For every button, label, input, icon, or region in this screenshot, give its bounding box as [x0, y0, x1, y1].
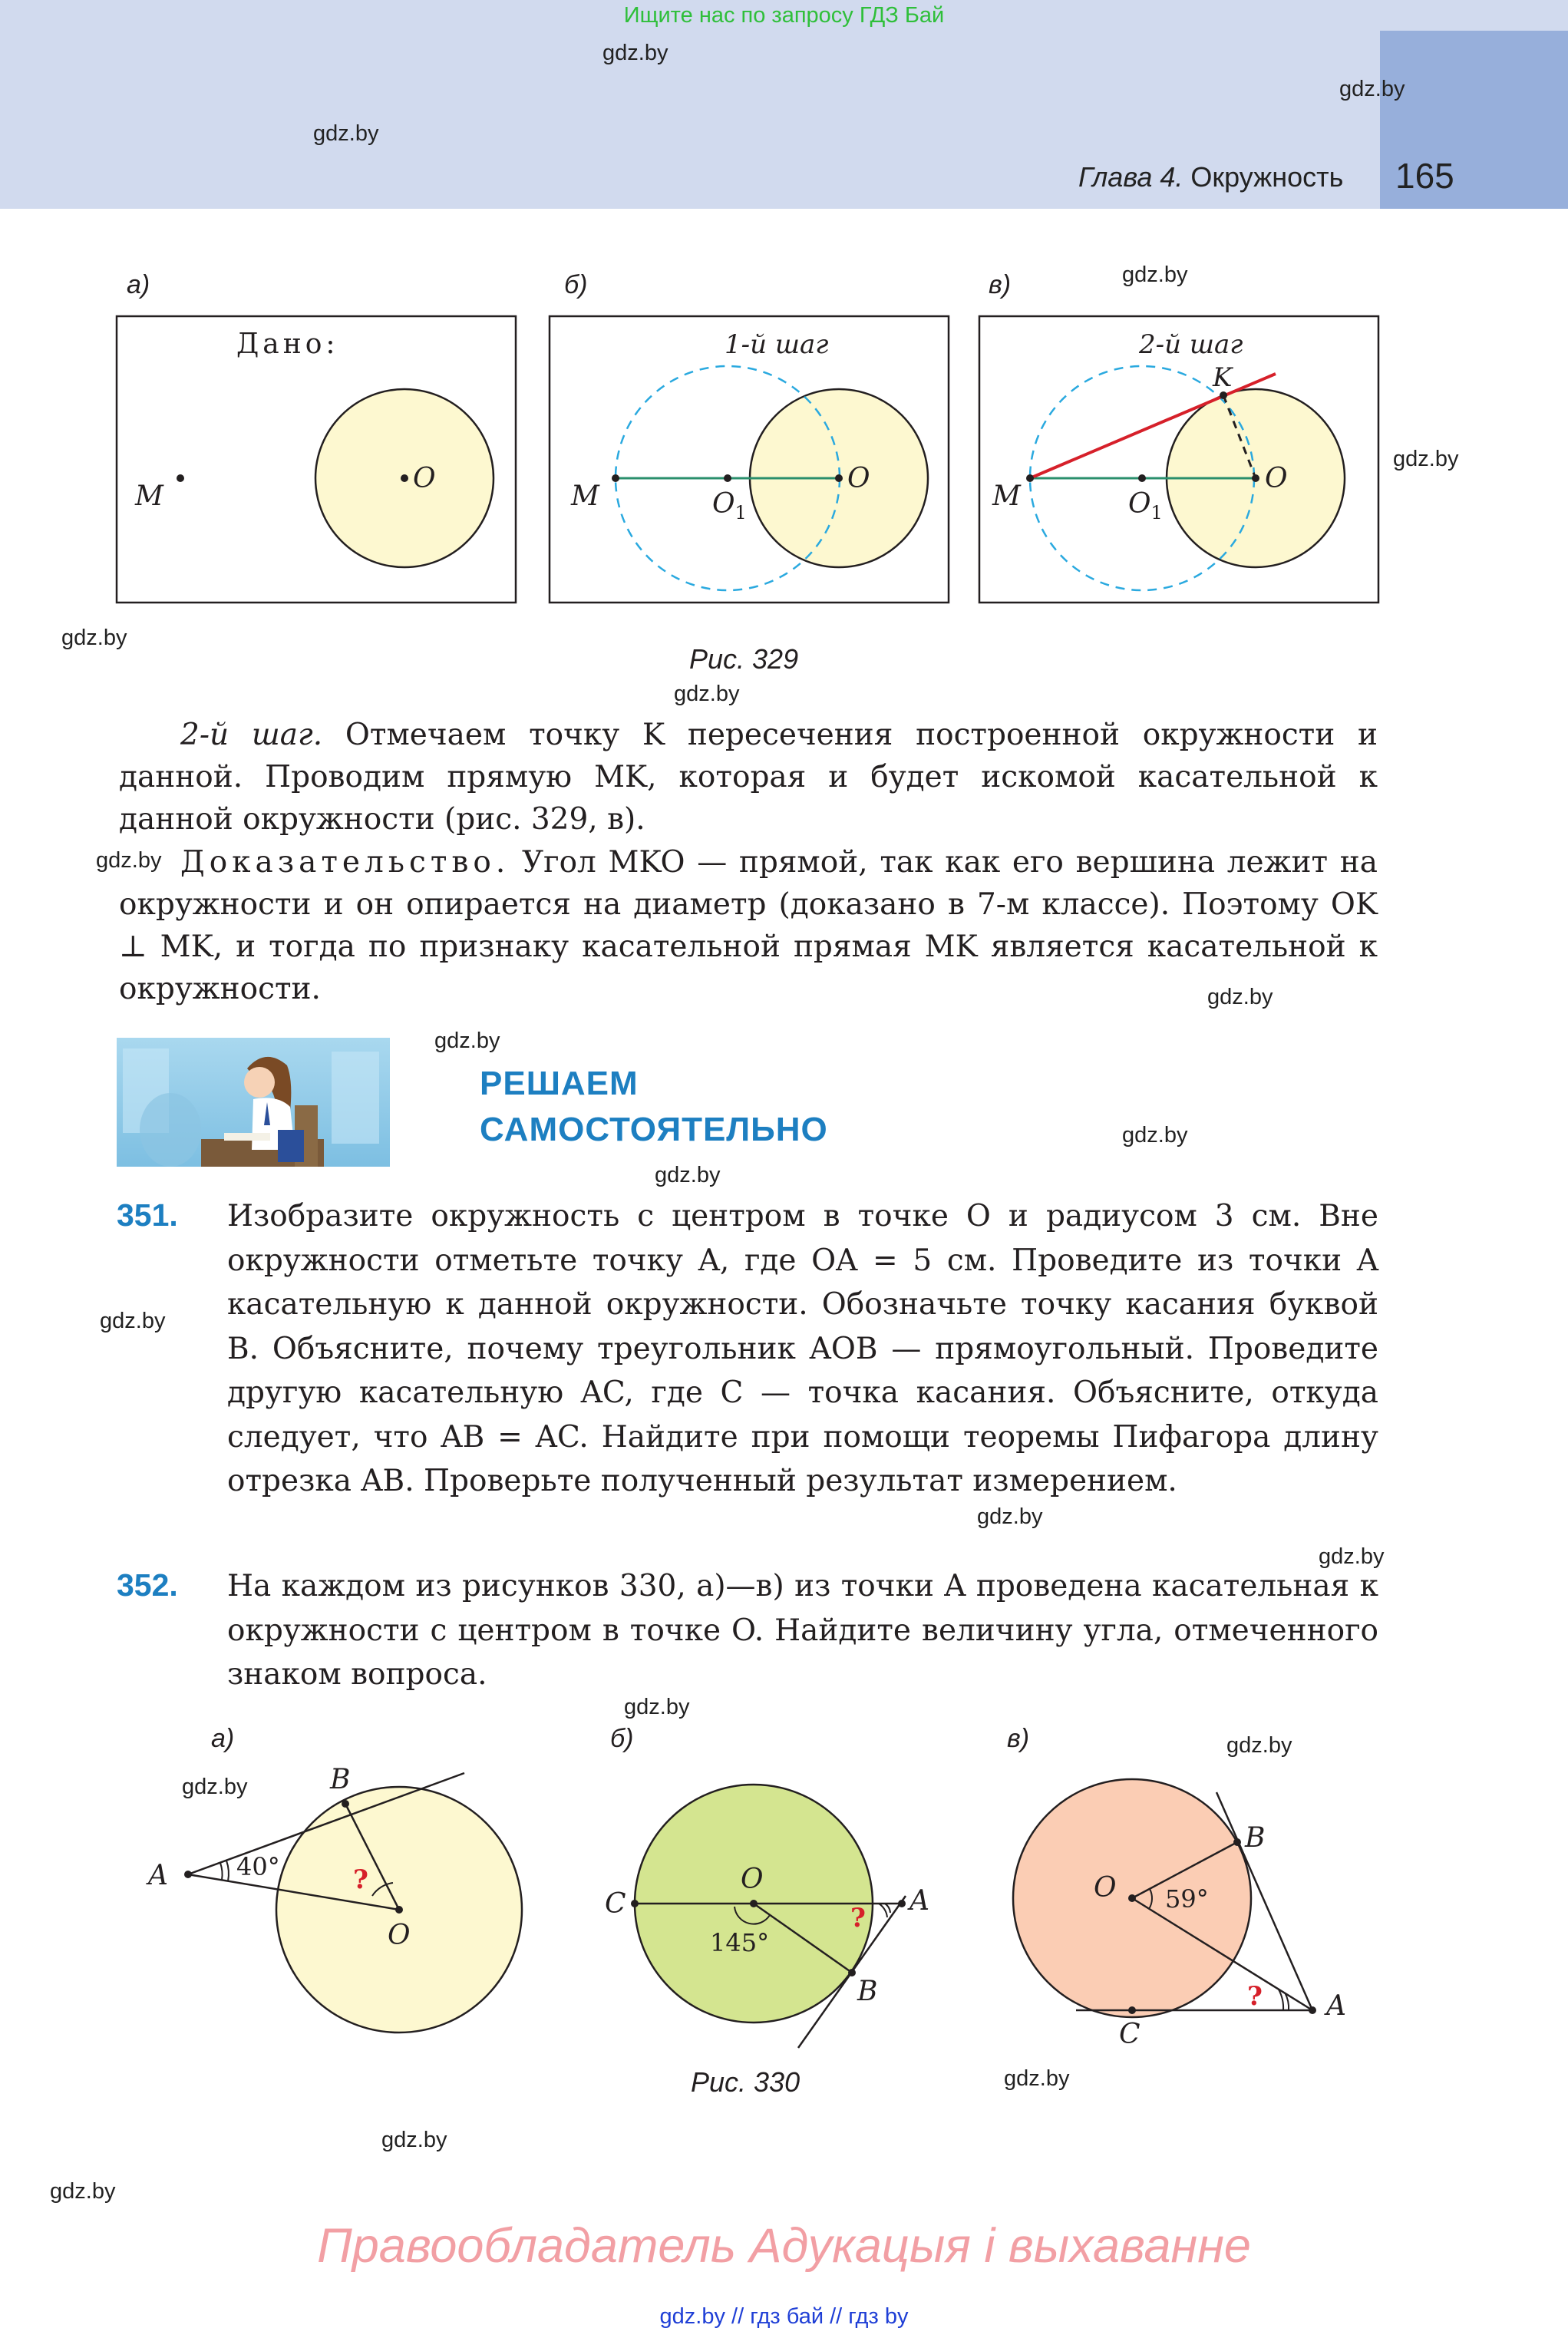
watermark: gdz.by	[624, 1695, 690, 1719]
watermark: gdz.by	[381, 2128, 447, 2152]
fig329b-title	[725, 329, 829, 360]
chapter-number: Глава 4.	[1078, 161, 1183, 193]
fig330c-point-c	[1128, 2006, 1136, 2014]
fig330b-a-label: A	[909, 1885, 929, 1917]
fig330a-question: ?	[353, 1864, 368, 1895]
fig330c-label: в)	[1007, 1724, 1030, 1753]
fig329c-title-text: 2-й шаг	[1139, 329, 1243, 360]
solve-yourself-heading	[480, 1061, 828, 1153]
fig330a-a-label: A	[148, 1860, 168, 1891]
fig330b-point-o	[750, 1900, 758, 1907]
watermark: gdz.by	[1122, 263, 1188, 287]
watermark: gdz.by	[434, 1029, 500, 1053]
task-351-text: Изобразите окружность с центром в точке O и радиусом 3 см. Вне окружности отметьте точку A, где OA = 5 см. Проведите из точки A касательную к данной окружности. Обозначьте точку касания буквой B. Объясните, почему треугольник AOB — прямоугольный. Проведите другую касательную AC, где C — точка касания. Объясните, откуда следует, что AB = AC. Найдите при помощи теоремы Пифагора длину отрезка AB. Проверьте полученный результат измерением.	[227, 1199, 1378, 1498]
fig330a-angle-label: 40°	[236, 1852, 280, 1881]
fig330c-c-label: C	[1119, 2019, 1141, 2050]
fig330c-point-b	[1233, 1838, 1241, 1846]
figure-329	[0, 0, 1568, 668]
fig329b-o1-sub: 1	[734, 502, 747, 523]
fig330c-o-label: O	[1094, 1872, 1117, 1904]
watermark: gdz.by	[182, 1775, 248, 1799]
page-number: 165	[1395, 156, 1454, 196]
fig329c-k-label: K	[1213, 362, 1233, 393]
watermark: gdz.by	[655, 1163, 721, 1187]
fig330c-point-o	[1128, 1894, 1136, 1902]
fig330a-point-b	[342, 1800, 349, 1808]
fig330b-point-b	[848, 1969, 856, 1976]
fig329b-o-label: O	[847, 463, 870, 494]
fig329a-o-label: O	[413, 463, 436, 494]
proof-text: Угол MKO — прямой, так как его вершина лежит на окружности и он опирается на диаметр (доказано в 7-м классе). Поэтому OK ⊥ MK, и тогда по признаку касательной прямая MK является касательной к окружности.	[119, 845, 1378, 1006]
fig329b-o1-text: O	[712, 488, 735, 520]
top-search-note[interactable]: Ищите нас по запросу ГДЗ Бай	[623, 3, 945, 28]
fig330b-point-a	[898, 1900, 906, 1907]
step2-text: Отмечаем точку K пересечения построенной окружности и данной. Проводим прямую MK, которая и будет искомой касательной к данной окружности (рис. 329, в).	[119, 718, 1378, 837]
fig330a-label: а)	[211, 1724, 235, 1753]
watermark: gdz.by	[1004, 2066, 1070, 2091]
footer-links[interactable]: gdz.by // гдз бай // гдз by	[659, 2304, 909, 2329]
watermark: gdz.by	[1122, 1123, 1188, 1148]
fig329c-title	[1138, 329, 1243, 360]
fig330b-o-label: O	[741, 1864, 764, 1895]
fig330c-point-a	[1309, 2006, 1316, 2014]
rights-holder: Правообладатель Адукацыя і выхаванне	[317, 2219, 1251, 2273]
watermark: gdz.by	[977, 1504, 1043, 1529]
fig329b-point-o1	[724, 474, 731, 482]
figure-330	[0, 1742, 1568, 2072]
fig330b-question: ?	[850, 1903, 866, 1933]
fig330c-a-label: A	[1326, 1990, 1346, 2022]
fig329c-point-o	[1252, 474, 1259, 482]
fig330a-b-label: B	[330, 1764, 351, 1795]
watermark: gdz.by	[1226, 1733, 1292, 1758]
watermark: gdz.by	[674, 682, 740, 706]
book	[224, 1133, 270, 1141]
fig329c-o1-sub: 1	[1150, 502, 1163, 523]
fig330b-b-label: B	[857, 1976, 878, 2007]
proof-paragraph	[119, 841, 1378, 1010]
fig330-caption: Рис. 330	[691, 2066, 801, 2098]
student-face	[244, 1067, 275, 1098]
fig329c-point-o1	[1138, 474, 1146, 482]
watermark: gdz.by	[96, 848, 162, 873]
step2-label: 2-й шаг.	[180, 718, 323, 752]
fig329-caption: Рис. 329	[689, 643, 799, 675]
fig329b-title-text: 1-й шаг	[725, 329, 829, 360]
fig329a-m-label: M	[135, 480, 163, 512]
fig329a-title: Дано:	[236, 329, 339, 360]
chapter-name: Окружность	[1190, 161, 1344, 193]
fig330b-point-c	[631, 1900, 639, 1907]
fig330b-question-arc	[879, 1904, 887, 1917]
fig330c-b-label: B	[1245, 1822, 1266, 1854]
fig330a-point-o	[395, 1906, 403, 1914]
watermark: gdz.by	[50, 2179, 116, 2204]
fig330b-label: б)	[610, 1724, 634, 1753]
fig330a-angle-arc-inner	[220, 1863, 223, 1880]
task-351-number: 351.	[117, 1197, 178, 1233]
fig329a-point-o	[401, 474, 408, 482]
watermark: gdz.by	[1339, 77, 1405, 101]
solve-heading-line1: РЕШАЕМ	[480, 1065, 639, 1102]
task-352-text: На каждом из рисунков 330, а)—в) из точки A проведена касательная к окружности с центром в точке O. Найдите величину угла, отмеченного знаком вопроса.	[227, 1569, 1378, 1692]
watermark: gdz.by	[1393, 447, 1459, 471]
watermark: gdz.by	[100, 1309, 166, 1333]
fig329b-point-m	[612, 474, 619, 482]
fig329c-m-label: M	[992, 480, 1021, 512]
watermark: gdz.by	[313, 121, 379, 146]
step2-paragraph	[119, 714, 1378, 840]
fig329c-label: в)	[989, 270, 1012, 299]
solve-heading-line2: САМОСТОЯТЕЛЬНО	[480, 1111, 828, 1148]
watermark: gdz.by	[61, 626, 127, 650]
proof-label: Доказательство.	[180, 845, 510, 880]
fig330b-angle-label: 145°	[710, 1928, 770, 1957]
fig329a-label: а)	[127, 270, 150, 299]
window-right	[332, 1052, 379, 1144]
fig330c-angle-label: 59°	[1165, 1884, 1209, 1914]
student-shadow	[140, 1093, 201, 1167]
fig329b-point-o	[835, 474, 843, 482]
fig329c-o1-text: O	[1128, 488, 1151, 520]
fig330a-o-label: O	[388, 1920, 411, 1951]
fig330b-c-label: C	[605, 1888, 626, 1920]
fig329c-point-m	[1026, 474, 1034, 482]
fig330c-question: ?	[1247, 1981, 1263, 2012]
watermark: gdz.by	[602, 41, 668, 65]
task-352-number: 352.	[117, 1567, 178, 1603]
fig329c-o-label: O	[1265, 463, 1288, 494]
fig329b-m-label: M	[571, 480, 599, 512]
fig330a-point-a	[184, 1871, 192, 1878]
watermark: gdz.by	[1207, 985, 1273, 1009]
fig329a-point-m	[177, 474, 184, 482]
fig329b-label: б)	[564, 270, 588, 299]
student-illustration	[117, 1038, 390, 1167]
student-skirt	[278, 1130, 304, 1162]
watermark: gdz.by	[1319, 1544, 1385, 1569]
fig330a-angle-arc	[226, 1861, 229, 1881]
